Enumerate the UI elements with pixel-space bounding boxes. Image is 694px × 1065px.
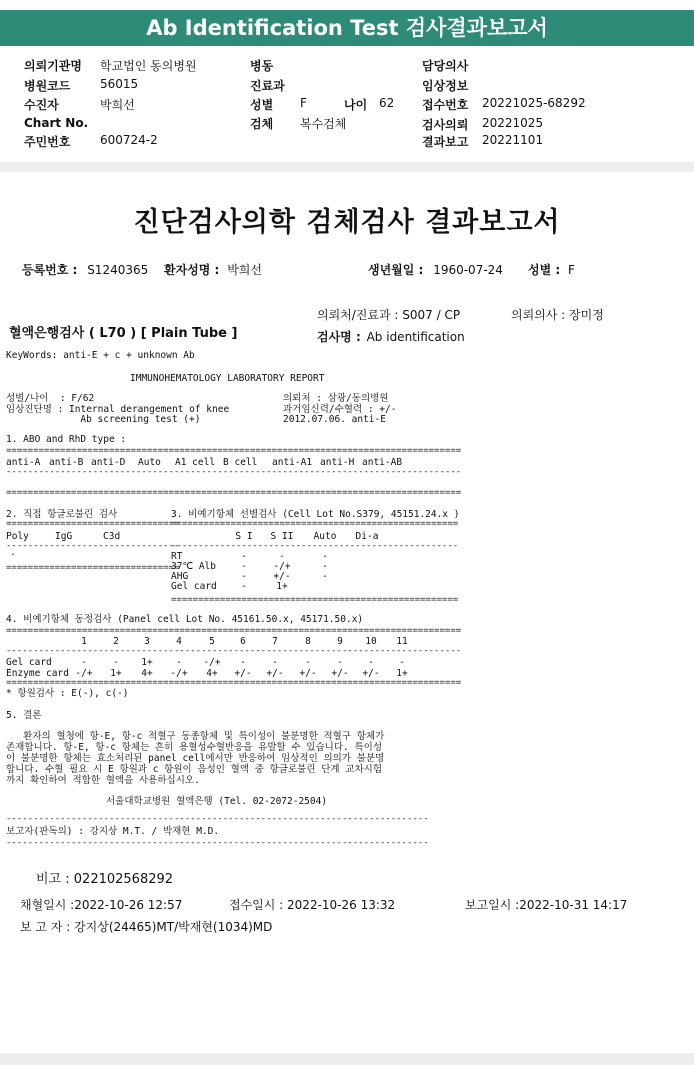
panel-result: 4+ [206, 668, 218, 679]
exam-label: 검사명 : [317, 330, 361, 344]
screening-row-label: Gel card [171, 581, 217, 592]
clinical-info-label: 임상정보 [422, 79, 469, 93]
hospital-code-value: 56015 [100, 77, 139, 91]
panel-result: 1+ [141, 657, 153, 668]
note-label: 비고 : [36, 872, 70, 887]
panel-row-label: Enzyme card [6, 668, 69, 679]
screening-result: - [241, 571, 247, 582]
footer-reporter-label: 보 고 자 : [20, 920, 71, 934]
screening-result: - [322, 571, 328, 582]
receipt-no-label: 접수번호 [422, 98, 469, 112]
panel-result: +/- [299, 668, 317, 679]
panel-result: +/- [331, 668, 349, 679]
requesting-department: 의뢰처/진료과 : S007 / CP [317, 308, 461, 322]
bottom-divider [0, 1053, 694, 1065]
patient-label: 수진자 [24, 98, 59, 112]
rule-line: ==================================================================================== [6, 678, 462, 688]
dat-value: - [10, 549, 16, 560]
info-diagnosis: 임상진단명 : Internal derangement of knee [6, 404, 230, 415]
dat-col-header: Poly [6, 531, 29, 542]
panel-row-label: Gel card [6, 657, 52, 668]
section-4-title: 4. 비예기항체 동정검사 (Panel cell Lot No. 45161.50.x, 45171.50.x) [6, 614, 364, 625]
hospital-label: 의뢰기관명 [24, 59, 82, 73]
specimen-value: 복수검체 [300, 117, 347, 131]
registration-number [22, 261, 148, 278]
screening-col-header: S I [235, 531, 253, 542]
info-diagnosis-2: Ab screening test (+) [6, 414, 201, 425]
patient-value: 박희선 [100, 98, 135, 112]
rule-line: ================================ [6, 519, 180, 529]
screening-result: -/+ [273, 561, 291, 572]
info-requester: 의뢰처 : 삼광/동의병원 [283, 393, 389, 404]
conclusion-line-3: 이 불분명한 항체는 효소처리된 panel cell에서만 반응하여 임상적인 의의가 불분명 [6, 753, 385, 764]
report-sex-label: 성별 : [528, 263, 561, 277]
panel-result: 4+ [141, 668, 153, 679]
panel-cell-number: 3 [144, 636, 150, 647]
panel-result: - [176, 657, 182, 668]
section-5-title: 5. 결론 [6, 710, 42, 721]
resident-no-label: 주민번호 [24, 135, 71, 149]
panel-cell-number: 9 [337, 636, 343, 647]
department-label: 진료과 [250, 79, 285, 93]
conclusion-line-2: 존재합니다. 항-E, 항-c 항체는 흔히 용혈성수혈반응을 유발할 수 있습니다. 특이성 [6, 742, 382, 753]
date-of-birth [368, 261, 503, 278]
rule-line: ================================ [6, 563, 180, 573]
dob-label: 생년월일 : [368, 263, 424, 277]
section-2-title: 2. 직접 항글로불린 검사 [6, 509, 118, 520]
rule-line: ----------------------------------------------------- [171, 541, 459, 551]
abo-col-header: anti-A1 [272, 457, 313, 468]
panel-result: +/- [234, 668, 252, 679]
dob-value: 1960-07-24 [433, 263, 503, 277]
collection-time: 채혈일시 :2022-10-26 12:57 [20, 898, 183, 912]
panel-result: -/+ [170, 668, 188, 679]
panel-result: - [81, 657, 87, 668]
registration-label: 등록번호 : [22, 263, 78, 277]
doctor-label: 담당의사 [422, 59, 469, 73]
section-divider [0, 162, 694, 172]
receipt-time: 접수일시 : 2022-10-26 13:32 [229, 898, 396, 912]
exam-name [317, 328, 465, 345]
section-3-title: 3. 비예기항체 선별검사 (Cell Lot No.S379, 45151.24.x ) [171, 509, 460, 520]
patient-name-label: 환자성명 : [164, 263, 220, 277]
screening-row-label: 37℃ Alb [171, 561, 216, 572]
rule-line: ==================================================================================== [6, 446, 462, 456]
rule-line: ------------------------------------------------------------------------------ [6, 814, 429, 824]
screening-result: 1+ [276, 581, 288, 592]
lab-reporter: 보고자(판독의) : 강지상 M.T. / 박재현 M.D. [6, 826, 220, 837]
abo-col-header: anti-B [49, 457, 84, 468]
panel-result: - [368, 657, 374, 668]
antigen-test: * 항원검사 : E(-), c(-) [6, 688, 129, 699]
keywords: KeyWords: anti-E + c + unknown Ab [6, 350, 195, 361]
panel-result: - [337, 657, 343, 668]
blood-bank-contact: 서울대학교병원 혈액은행 (Tel. 02-2072-2504) [106, 796, 328, 807]
panel-cell-number: 6 [240, 636, 246, 647]
sex-label: 성별 [250, 98, 274, 112]
panel-result: 1+ [110, 668, 122, 679]
panel-cell-number: 2 [113, 636, 119, 647]
report-time: 보고일시 :2022-10-31 14:17 [465, 898, 628, 912]
screening-result: - [241, 581, 247, 592]
abo-col-header: Auto [138, 457, 161, 468]
requesting-doctor: 의뢰의사 : 장미정 [511, 308, 604, 322]
panel-cell-number: 10 [365, 636, 377, 647]
panel-result: - [305, 657, 311, 668]
footer-reporter-value: 강지상(24465)MT/박재현(1034)MD [74, 920, 273, 934]
panel-cell-number: 11 [396, 636, 408, 647]
panel-cell-number: 5 [209, 636, 215, 647]
conclusion-line-5: 까지 확인하여 적합한 혈액을 사용하십시오. [6, 775, 200, 786]
age-value: 62 [379, 96, 395, 110]
sex-value: F [300, 96, 307, 110]
screening-col-header: Auto [313, 531, 337, 542]
receipt-no-value: 20221025-68292 [482, 96, 586, 110]
panel-result: -/+ [203, 657, 221, 668]
screening-col-header: Di-a [355, 531, 379, 542]
request-date-label: 검사의뢰 [422, 118, 469, 132]
dat-col-header: IgG [55, 531, 73, 542]
test-name: 혈액은행검사 ( L70 ) [ Plain Tube ] [9, 326, 238, 341]
info-history: 과거임신력/수혈력 : +/- [283, 404, 397, 415]
note-value: 022102568292 [73, 872, 174, 887]
hospital-code-label: 병원코드 [24, 79, 71, 93]
abo-col-header: A1 cell [175, 457, 216, 468]
report-sex-value: F [568, 263, 575, 277]
screening-result: - [322, 551, 328, 562]
panel-cell-number: 8 [305, 636, 311, 647]
panel-result: 1+ [396, 668, 408, 679]
patient-name-value: 박희선 [227, 263, 262, 277]
rule-line: -------------------------------- [6, 541, 180, 551]
report-date-label: 결과보고 [422, 135, 469, 149]
screening-result: - [322, 561, 328, 572]
screening-result: - [279, 551, 285, 562]
rule-line: ==================================================================================== [6, 626, 462, 636]
footer-reporter [20, 918, 272, 935]
panel-result: - [240, 657, 246, 668]
report-date-value: 20221101 [482, 133, 544, 147]
abo-col-header: anti-AB [362, 457, 403, 468]
dat-col-header: C3d [103, 531, 121, 542]
abo-col-header: B cell [223, 457, 258, 468]
panel-result: - [272, 657, 278, 668]
info-history-2: 2012.07.06. anti-E [283, 414, 386, 425]
screening-row-label: RT [171, 551, 183, 562]
section-1-title: 1. ABO and RhD type : [6, 434, 127, 445]
conclusion-line-1: 환자의 혈청에 항-E, 항-c 적혈구 동종항체 및 특이성이 불분명한 적혈구 항체가 [6, 731, 385, 742]
abo-col-header: anti-H [320, 457, 355, 468]
patient-name [164, 261, 262, 278]
panel-result: - [399, 657, 405, 668]
screening-col-header: S II [270, 531, 294, 542]
ward-label: 병동 [250, 59, 274, 73]
report-sex [528, 261, 575, 278]
panel-result: - [113, 657, 119, 668]
rule-line: ------------------------------------------------------------------------------ [6, 838, 429, 848]
report-banner-title: Ab Identification Test 검사결과보고서 [0, 10, 694, 46]
screening-result: - [241, 551, 247, 562]
registration-value: S1240365 [87, 263, 149, 277]
abo-col-header: anti-A [6, 457, 41, 468]
rule-line: ------------------------------------------------------------------------------------ [6, 646, 462, 656]
request-date-value: 20221025 [482, 116, 544, 130]
note [36, 868, 173, 887]
panel-cell-number: 1 [81, 636, 87, 647]
specimen-label: 검체 [250, 117, 274, 131]
abo-col-header: anti-D [91, 457, 126, 468]
rule-line: ===================================================== [171, 519, 459, 529]
screening-result: +/- [273, 571, 291, 582]
panel-result: +/- [362, 668, 380, 679]
hospital-value: 학교법인 동의병원 [100, 59, 197, 73]
panel-result: -/+ [75, 668, 93, 679]
chart-no-label: Chart No. [24, 116, 89, 130]
rule-line: ===================================================== [171, 595, 459, 605]
resident-no-value: 600724-2 [100, 133, 158, 147]
panel-result: +/- [266, 668, 284, 679]
rule-line: ==================================================================================== [6, 488, 462, 498]
age-label: 나이 [344, 98, 368, 112]
lab-report-title: IMMUNOHEMATOLOGY LABORATORY REPORT [130, 373, 325, 384]
panel-cell-number: 7 [272, 636, 278, 647]
exam-value: Ab identification [366, 330, 465, 344]
screening-row-label: AHG [171, 571, 189, 582]
screening-result: - [241, 561, 247, 572]
rule-line: ------------------------------------------------------------------------------------ [6, 467, 462, 477]
conclusion-line-4: 합니다. 수혈 필요 시 E 항원과 c 항원이 음성인 혈액 중 항글로불린 단계 교차시험 [6, 764, 382, 775]
panel-cell-number: 4 [176, 636, 182, 647]
report-title: 진단검사의학 검체검사 결과보고서 [133, 207, 561, 238]
info-sex-age: 성별/나이 : F/62 [6, 393, 95, 404]
